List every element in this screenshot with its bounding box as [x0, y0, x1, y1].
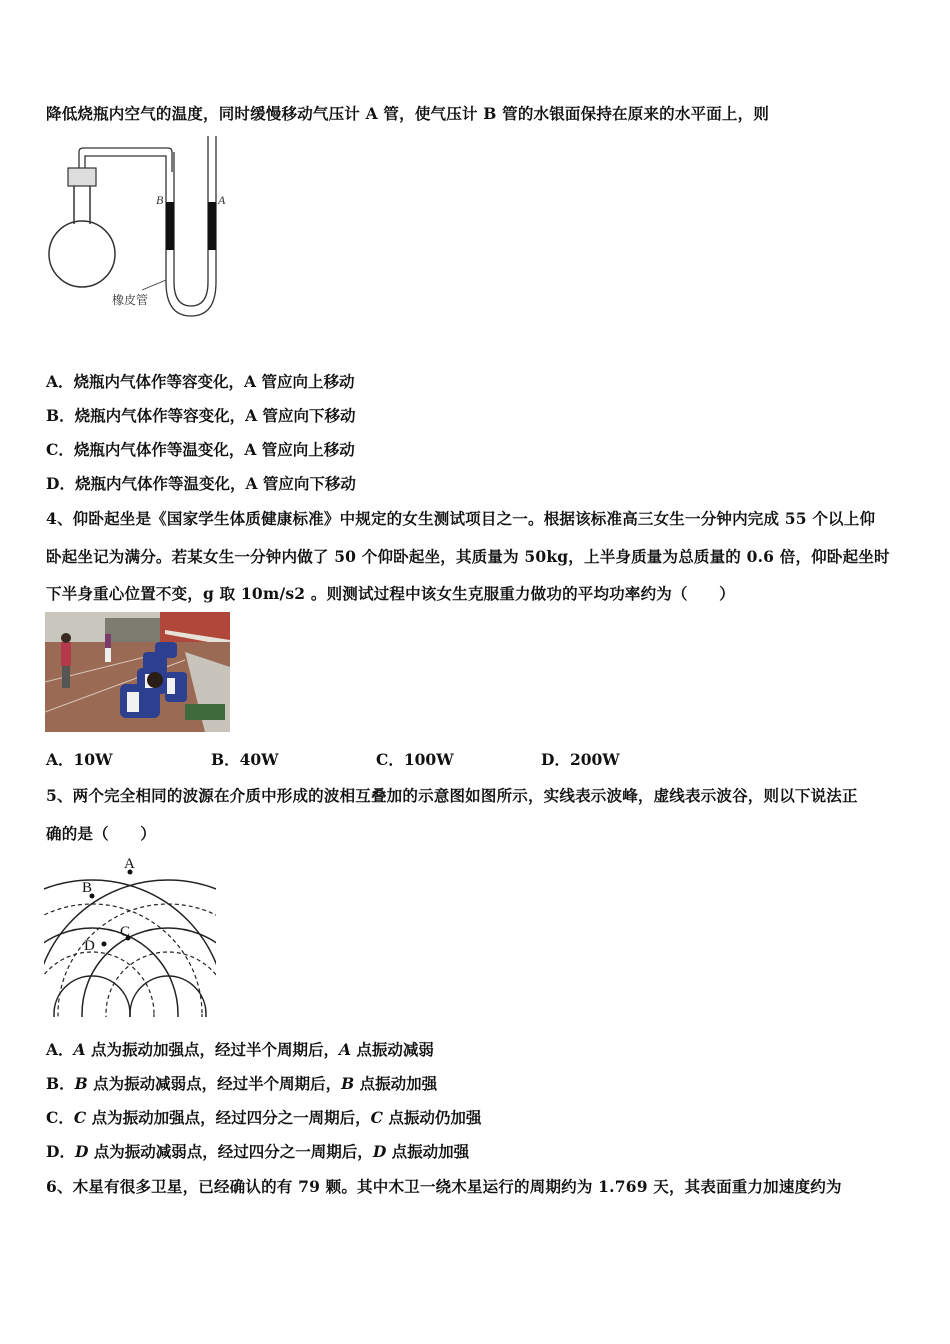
- q4-option-d[interactable]: D．200W: [541, 750, 620, 769]
- label-point-d: D: [84, 938, 95, 954]
- q4-option-a[interactable]: A．10W: [46, 750, 113, 769]
- label-b: B: [156, 193, 164, 207]
- q5-stem-line-2: 确的是（ ）: [46, 824, 156, 843]
- label-point-b: B: [82, 880, 93, 896]
- q4-stem-line-1: 4、仰卧起坐是《国家学生体质健康标准》中规定的女生测试项目之一。根据该标准高三女生一分钟内完成 55 个以上仰: [46, 509, 876, 528]
- q5-stem-line-1: 5、两个完全相同的波源在介质中形成的波相互叠加的示意图如图所示，实线表示波峰，虚线表示波谷，则以下说法正: [46, 786, 858, 805]
- label-point-c: C: [120, 924, 131, 940]
- q3-stem-line: 降低烧瓶内空气的温度，同时缓慢移动气压计 A 管，使气压计 B 管的水银面保持在原来的水平面上，则: [46, 104, 770, 123]
- q4-option-c[interactable]: C．100W: [376, 750, 454, 769]
- q5-option-d[interactable]: D．D 点为振动减弱点，经过四分之一周期后，D 点振动加强: [46, 1142, 470, 1161]
- q3-option-d[interactable]: D．烧瓶内气体作等温变化，A 管应向下移动: [46, 474, 356, 493]
- q4-stem-line-2: 卧起坐记为满分。若某女生一分钟内做了 50 个仰卧起坐，其质量为 50kg，上半身质量为总质量的 0.6 倍，仰卧起坐时: [46, 547, 890, 566]
- label-hose: 橡皮管: [112, 293, 149, 307]
- q3-option-c[interactable]: C．烧瓶内气体作等温变化，A 管应向上移动: [46, 440, 355, 459]
- q6-stem-line-1: 6、木星有很多卫星，已经确认的有 79 颗。其中木卫一绕木星运行的周期约为 1.769 天，其表面重力加速度约为: [46, 1177, 842, 1196]
- flask-barometer-figure: [46, 132, 246, 322]
- q3-option-b[interactable]: B．烧瓶内气体作等容变化，A 管应向下移动: [46, 406, 356, 425]
- mercury-a: [208, 202, 216, 250]
- q5-option-a[interactable]: A．A 点为振动加强点，经过半个周期后，A 点振动减弱: [46, 1040, 434, 1059]
- q4-stem-line-3: 下半身重心位置不变，g 取 10m/s2 。则测试过程中该女生克服重力做功的平均功率约为（ ）: [46, 584, 735, 603]
- q3-option-a[interactable]: A．烧瓶内气体作等容变化，A 管应向上移动: [46, 372, 355, 391]
- situp-photo: [45, 612, 230, 732]
- mercury-b: [166, 202, 174, 250]
- label-a: A: [218, 193, 226, 207]
- q5-option-c[interactable]: C．C 点为振动加强点，经过四分之一周期后，C 点振动仍加强: [46, 1108, 482, 1127]
- q4-option-b[interactable]: B．40W: [211, 750, 279, 769]
- label-point-a: A: [124, 856, 135, 872]
- point-d: [102, 942, 107, 947]
- q5-option-b[interactable]: B．B 点为振动减弱点，经过半个周期后，B 点振动加强: [46, 1074, 438, 1093]
- wave-interference-figure: [44, 852, 216, 1022]
